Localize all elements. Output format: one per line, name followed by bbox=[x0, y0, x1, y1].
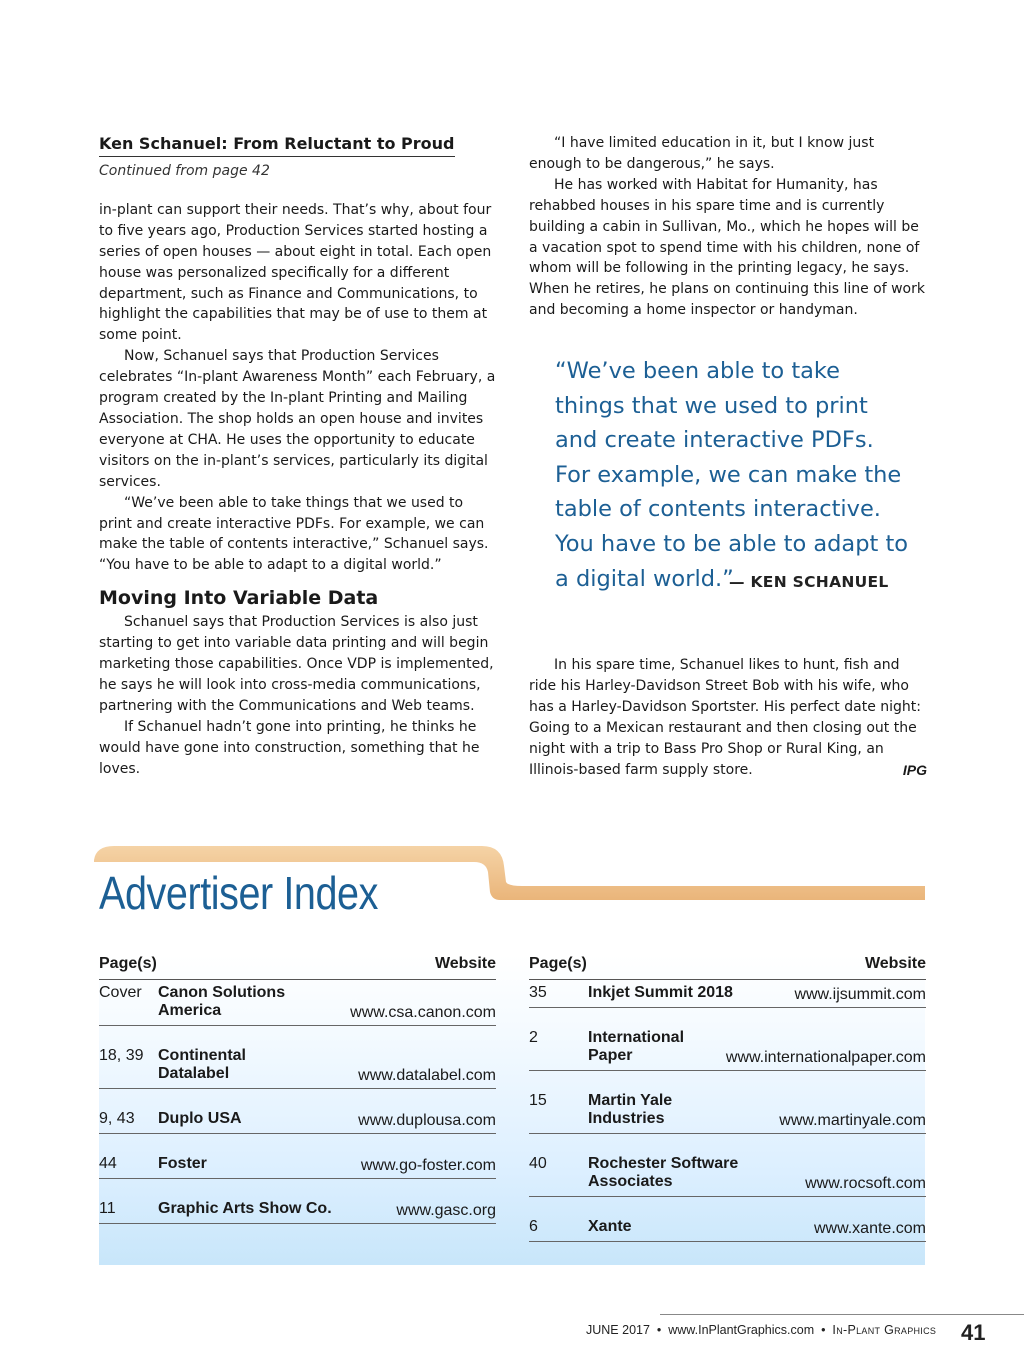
paragraph: Now, Schanuel says that Production Services celebrates “In-plant Awareness Month” each February, a program created by the In-plant Printing and Mailing Association. The shop holds an open house and invites everyone at CHA. He uses the opportunity to educate visitors on the in-plant’s services, particularly its digital services. bbox=[99, 348, 496, 490]
row-page: 35 bbox=[529, 984, 547, 1001]
row-advertiser: Continental Datalabel bbox=[158, 1047, 246, 1082]
footer-bullet: • bbox=[656, 1323, 662, 1337]
advertiser-table-left bbox=[99, 955, 496, 1224]
row-website[interactable]: www.duplousa.com bbox=[358, 1112, 496, 1129]
row-website[interactable]: www.internationalpaper.com bbox=[725, 1049, 926, 1066]
row-page: 9, 43 bbox=[99, 1110, 135, 1127]
table-header bbox=[99, 955, 496, 980]
left-column bbox=[99, 133, 497, 779]
paragraph bbox=[529, 655, 927, 780]
row-page: 44 bbox=[99, 1155, 117, 1172]
row-website[interactable]: www.rocsoft.com bbox=[805, 1175, 926, 1192]
paragraph: Schanuel says that Production Services is also just starting to get into variable data printing and will begin marketing those capabilities. Once VDP is implemented, he says he will look into cross-media communications, partnering with the Communications and Web teams. bbox=[99, 614, 494, 714]
row-website[interactable]: www.martinyale.com bbox=[779, 1112, 926, 1129]
subhead: Moving Into Variable Data bbox=[99, 587, 379, 610]
table-header bbox=[529, 955, 926, 980]
table-row bbox=[99, 980, 496, 1026]
article-title: Ken Schanuel: From Reluctant to Proud bbox=[99, 133, 455, 157]
row-advertiser: Canon Solutions America bbox=[158, 984, 286, 1019]
paragraph: He has worked with Habitat for Humanity, has rehabbed houses in his spare time and is currently building a cabin in Sullivan, Mo., which he hopes will be a vacation spot to spend time with his children, none of whom will be following in the printing legacy, he says. When he retires, he plans on continuing this line of work and becoming a home inspector or handyman. bbox=[529, 176, 925, 319]
row-advertiser: Duplo USA bbox=[158, 1110, 242, 1127]
continued-note: Continued from page 42 bbox=[99, 163, 270, 179]
footer-rule bbox=[660, 1314, 1024, 1315]
row-page: 18, 39 bbox=[99, 1047, 144, 1064]
row-page: 2 bbox=[529, 1029, 538, 1046]
table-row bbox=[529, 1008, 926, 1071]
paragraph: “I have limited education in it, but I know just enough to be dangerous,” he says. bbox=[529, 135, 875, 172]
row-page: 15 bbox=[529, 1092, 547, 1109]
advertiser-table-right bbox=[529, 955, 926, 1242]
footer-date: JUNE 2017 bbox=[586, 1323, 650, 1337]
row-website[interactable]: www.go-foster.com bbox=[360, 1157, 496, 1174]
row-advertiser: Xante bbox=[588, 1218, 632, 1235]
row-website[interactable]: www.datalabel.com bbox=[358, 1067, 496, 1084]
table-row bbox=[99, 1026, 496, 1089]
table-row bbox=[99, 1089, 496, 1134]
right-column-bottom bbox=[529, 655, 927, 780]
table-row bbox=[529, 1071, 926, 1134]
footer-website[interactable]: www.InPlantGraphics.com bbox=[668, 1323, 815, 1337]
paragraph: “We’ve been able to take things that we used to print and create interactive PDFs. For example, we can make the table of contents interactive,” Schanuel says. “You have to be able to adapt to a digital world.” bbox=[99, 494, 489, 574]
footer-bullet: • bbox=[821, 1323, 826, 1337]
right-column-top bbox=[529, 133, 927, 321]
footer bbox=[586, 1323, 936, 1337]
row-page: Cover bbox=[99, 984, 142, 1001]
row-website[interactable]: www.gasc.org bbox=[396, 1202, 496, 1219]
row-page: 11 bbox=[99, 1200, 116, 1217]
page-number: 41 bbox=[961, 1320, 986, 1345]
final-paragraph-text: In his spare time, Schanuel likes to hunt, fish and ride his Harley-Davidson Street Bob with his wife, who has a Harley-Davidson Sportster. His perfect date night: Going to a Mexican restaurant and then closing out the night with a trip to Bass Pro Shop or Rural King, an Illinois-based farm supply store. bbox=[529, 657, 921, 778]
header-website: Website bbox=[864, 955, 926, 972]
table-row bbox=[529, 1197, 926, 1242]
pull-quote-author: — KEN SCHANUEL bbox=[729, 573, 889, 591]
header-website: Website bbox=[434, 955, 496, 972]
row-website[interactable]: www.csa.canon.com bbox=[350, 1004, 496, 1021]
header-pages: Page(s) bbox=[99, 955, 157, 972]
row-advertiser: Graphic Arts Show Co. bbox=[158, 1200, 332, 1217]
pull-quote: “We’ve been able to take things that we used to print and create interactive PDFs. For example, we can make the table of contents interactive. You have to be able to adapt to a digital world.” bbox=[555, 358, 909, 592]
footer-publication: In-Plant Graphics bbox=[832, 1323, 937, 1337]
row-page: 6 bbox=[529, 1218, 538, 1235]
row-website[interactable]: www.xante.com bbox=[813, 1220, 926, 1237]
row-website[interactable]: www.ijsummit.com bbox=[794, 986, 926, 1003]
row-advertiser: Martin Yale Industries bbox=[588, 1092, 673, 1127]
table-row bbox=[99, 1179, 496, 1224]
paragraph: in-plant can support their needs. That’s why, about four to five years ago, Production Services started hosting a series of open houses — about eight in total. Each open house was personalized specifically for a different department, such as Finance and Communications, to highlight the capabilities that may be of use to them at some point. bbox=[99, 201, 492, 344]
row-advertiser: Inkjet Summit 2018 bbox=[588, 984, 733, 1001]
table-row bbox=[99, 1134, 496, 1179]
table-row bbox=[529, 1134, 926, 1197]
header-pages: Page(s) bbox=[529, 955, 587, 972]
row-advertiser: Foster bbox=[158, 1155, 207, 1172]
paragraph: If Schanuel hadn’t gone into printing, he thinks he would have gone into construction, something that he loves. bbox=[99, 718, 480, 777]
row-advertiser: International Paper bbox=[588, 1029, 685, 1064]
row-page: 40 bbox=[529, 1155, 547, 1172]
row-advertiser: Rochester Software Associates bbox=[588, 1155, 739, 1190]
advertiser-index-title: Advertiser Index bbox=[99, 867, 378, 919]
table-row bbox=[529, 980, 926, 1008]
end-mark: IPG bbox=[902, 761, 927, 778]
